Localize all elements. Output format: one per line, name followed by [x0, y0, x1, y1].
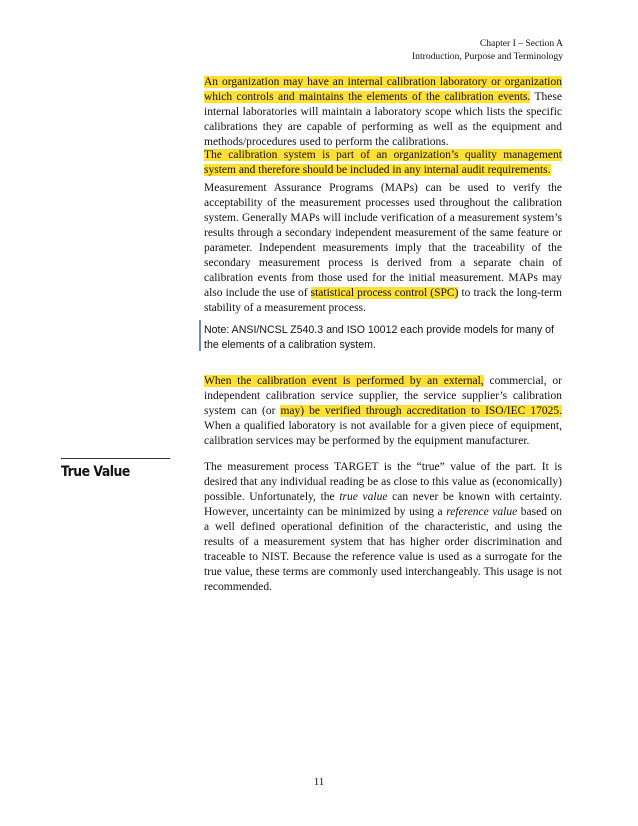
term-reference-value: reference value	[446, 506, 518, 518]
paragraph-quality-system	[204, 148, 562, 178]
running-header	[412, 37, 563, 63]
paragraph-true-value	[204, 460, 562, 595]
header-section-title: Introduction, Purpose and Terminology	[411, 51, 563, 62]
highlight-internal-lab: An organization may have an internal calibration laboratory or organization which controls and maintains the elements of the calibration events.	[204, 76, 562, 103]
true-value-text-3: based on a well defined operational definition of the characteristic, and using the results of a measurement system that has higher order discrimination and traceable to NIST. Because the reference value is used as a surrogate for the true value, these terms are commonly used interchangeably. This usage is not recommended.	[204, 506, 562, 593]
side-heading-rule	[61, 458, 170, 459]
paragraph-external-supplier	[204, 374, 562, 449]
paragraph-external-text: commercial, or independent calibration service supplier, the service supplier’s calibration system can (or	[204, 375, 562, 417]
highlight-external: When the calibration event is performed by an external,	[204, 375, 484, 387]
paragraph-internal-lab-text: These internal laboratories will maintain a laboratory scope which lists the specific calibrations they are capable of performing as well as the equipment and methods/procedures used to perform the calibrations.	[204, 91, 562, 148]
note-calibration-models: Note: ANSI/NCSL Z540.3 and ISO 10012 each provide models for many of the elements of a calibration system.	[204, 324, 554, 351]
paragraph-external-tail: When a qualified laboratory is not available for a given piece of equipment, calibration services may be performed by the equipment manufacturer.	[204, 420, 562, 447]
side-heading-true-value: True Value	[61, 464, 130, 480]
paragraph-maps-tail: to track the long-term stability of a measurement process.	[204, 287, 562, 314]
highlight-quality-system: The calibration system is part of an organization’s quality management system and therefore should be included in any internal audit requirements.	[204, 149, 562, 176]
header-chapter: Chapter I – Section A	[479, 38, 563, 49]
true-value-text-1: The measurement process TARGET is the “true” value of the part. It is desired that any individual reading be as close to this value as (economically) possible. Unfortunately, the	[204, 461, 562, 503]
highlight-spc: statistical process control (SPC)	[310, 287, 459, 299]
true-value-text-2: can never be known with certainty. However, uncertainty can be minimized by using a	[204, 491, 562, 518]
page-number: 11	[313, 776, 325, 788]
paragraph-maps-text: Measurement Assurance Programs (MAPs) can be used to verify the acceptability of the measurement processes used throughout the calibration system. Generally MAPs will include verification of a measurement system’s results through a secondary independent measurement of the same feature or parameter. Independent measurements imply that the traceability of the secondary measurement process is derived from a separate chain of calibration events from those used for the initial measurement. MAPs may also include the use of	[204, 182, 562, 299]
term-true-value: true value	[339, 491, 388, 503]
highlight-accreditation: may) be verified through accreditation to ISO/IEC 17025.	[280, 405, 562, 417]
paragraph-maps	[204, 181, 562, 316]
note-margin-bar	[199, 320, 201, 351]
paragraph-internal-lab	[204, 75, 562, 150]
